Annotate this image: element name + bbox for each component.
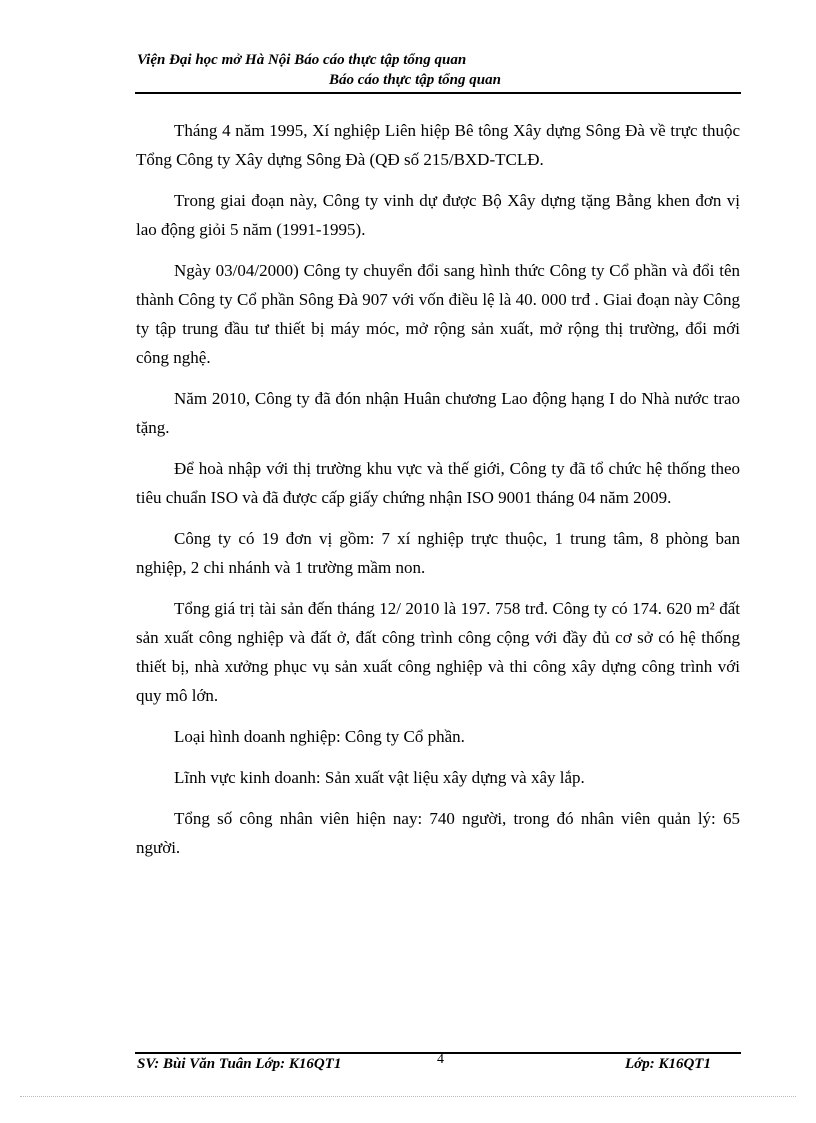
document-body [136,116,740,874]
paragraph-1: Tháng 4 năm 1995, Xí nghiệp Liên hiệp Bê tông Xây dựng Sông Đà về trực thuộc Tổng Công ty Xây dựng Sông Đà (QĐ số 215/BXD-TCLĐ. [136,121,740,169]
page-header [135,48,741,94]
paragraph-6: Công ty có 19 đơn vị gồm: 7 xí nghiệp trực thuộc, 1 trung tâm, 8 phòng ban nghiệp, 2 chi nhánh và 1 trường mầm non. [136,529,740,577]
paragraph-10: Tổng số công nhân viên hiện nay: 740 người, trong đó nhân viên quản lý: 65 người. [136,809,740,857]
paragraph-7: Tổng giá trị tài sản đến tháng 12/ 2010 là 197. 758 trđ. Công ty có 174. 620 m² đất sản xuất công nghiệp và đất ở, đất công trình công cộng với đầy đủ cơ sở có hệ thống thiết bị, nhà xưởng phục vụ sản xuất công nghiệp và thi công xây dựng công trình với quy mô lớn. [136,599,740,705]
header-title-line1: Viện Đại học mở Hà Nội Báo cáo thực tập tổng quan [137,52,467,68]
paragraph-4: Năm 2010, Công ty đã đón nhận Huân chương Lao động hạng I do Nhà nước trao tặng. [136,389,740,437]
footer-class-info: Lớp: K16QT1 [625,1056,711,1072]
footer-student-info: SV: Bùi Văn Tuân Lớp: K16QT1 [137,1056,342,1072]
paragraph-9: Lĩnh vực kinh doanh: Sản xuất vật liệu xây dựng và xây lắp. [174,768,585,787]
page-edge-divider [20,1096,796,1097]
paragraph-3: Ngày 03/04/2000) Công ty chuyển đổi sang hình thức Công ty Cổ phần và đổi tên thành Công ty Cổ phần Sông Đà 907 với vốn điều lệ là 40. 000 trđ . Giai đoạn này Công ty tập trung đầu tư thiết bị máy móc, mở rộng sản xuất, mở rộng thị trường, đổi mới công nghệ. [136,261,740,367]
paragraph-8: Loại hình doanh nghiệp: Công ty Cổ phần. [174,727,465,746]
paragraph-5: Để hoà nhập với thị trường khu vực và thế giới, Công ty đã tổ chức hệ thống theo tiêu chuẩn ISO và đã được cấp giấy chứng nhận ISO 9001 tháng 04 năm 2009. [136,459,740,507]
page-number: 4 [437,1052,444,1067]
header-title-line2: Báo cáo thực tập tổng quan [329,72,501,88]
paragraph-2: Trong giai đoạn này, Công ty vinh dự được Bộ Xây dựng tặng Bằng khen đơn vị lao động giỏi 5 năm (1991-1995). [136,191,740,239]
